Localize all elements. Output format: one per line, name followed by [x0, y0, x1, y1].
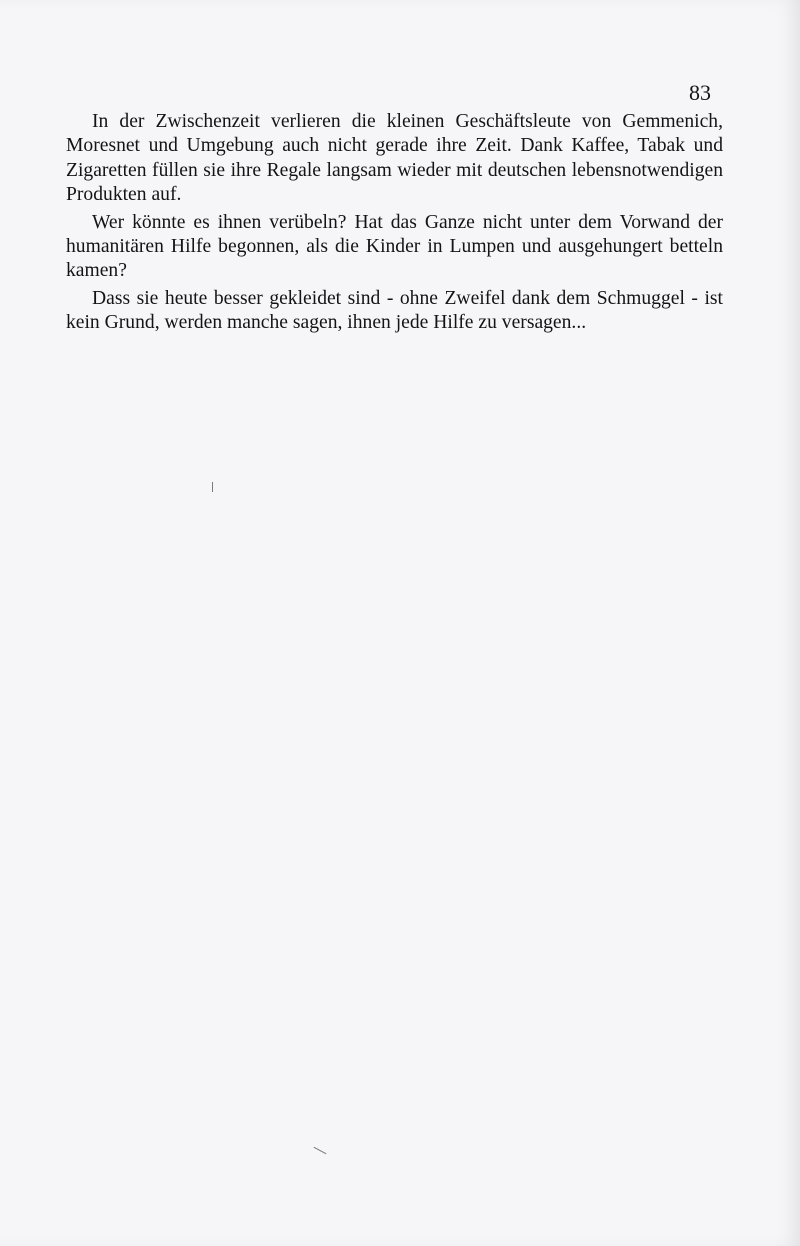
body-text [66, 110, 723, 339]
stray-ink-mark [314, 1147, 327, 1154]
paragraph-1: In der Zwischenzeit verlieren die kleinen Geschäftsleute von Gemmenich, Moresnet und Umgebung auch nicht gerade ihre Zeit. Dank Kaffee, Tabak und Zigaretten füllen sie ihre Regale langsam wieder mit deutschen lebensnotwendigen Produkten auf. [66, 111, 723, 206]
paragraph-3: Dass sie heute besser gekleidet sind - ohne Zweifel dank dem Schmuggel - ist kein Grund, werden manche sagen, ihnen jede Hilfe zu versagen... [66, 287, 723, 334]
paragraph-2: Wer könnte es ihnen verübeln? Hat das Ganze nicht unter dem Vorwand der humanitären Hilfe begonnen, als die Kinder in Lumpen und ausgehungert betteln kamen? [66, 211, 723, 282]
page-number: 83 [689, 80, 711, 105]
stray-ink-mark [212, 482, 213, 492]
